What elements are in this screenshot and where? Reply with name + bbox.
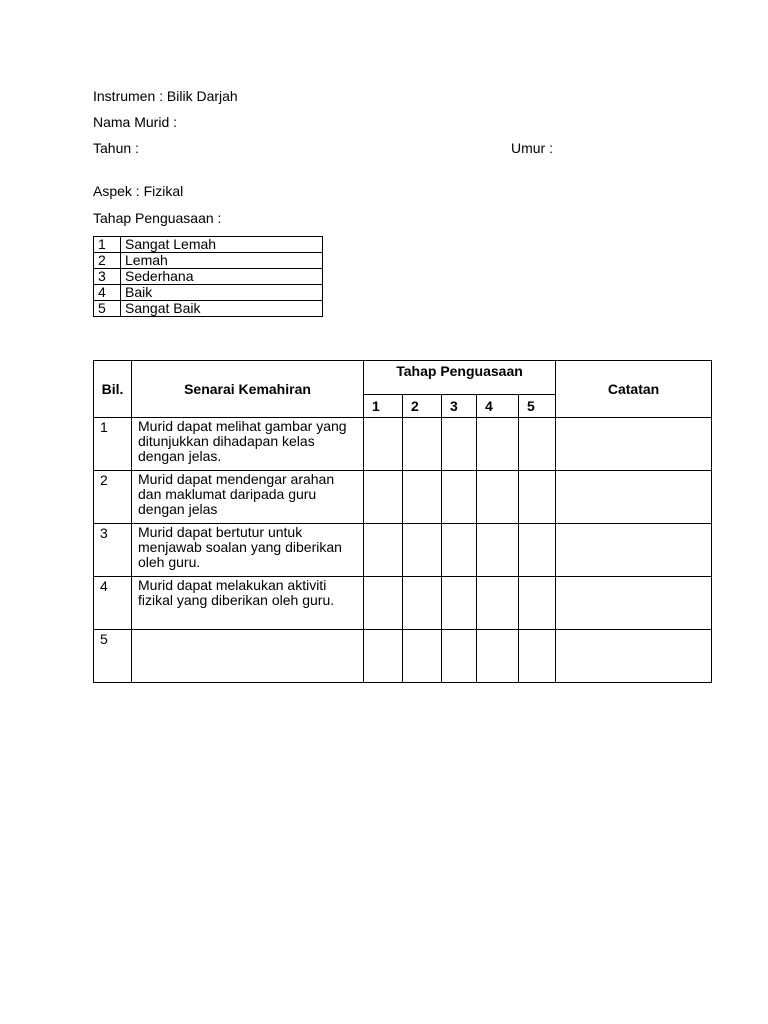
header-bil: Bil. bbox=[94, 361, 132, 418]
scale-number: 5 bbox=[94, 301, 121, 317]
aspect-label: Aspek : Fizikal bbox=[93, 183, 184, 199]
scale-label: Sangat Baik bbox=[121, 301, 323, 317]
skill-description[interactable] bbox=[132, 630, 364, 683]
level-2-cell[interactable] bbox=[403, 524, 442, 577]
scale-row bbox=[94, 301, 323, 317]
level-1-cell[interactable] bbox=[364, 630, 403, 683]
scale-number: 1 bbox=[94, 237, 121, 253]
level-5-cell[interactable] bbox=[519, 577, 556, 630]
level-5-cell[interactable] bbox=[519, 418, 556, 471]
level-1-cell[interactable] bbox=[364, 524, 403, 577]
row-number: 5 bbox=[94, 630, 132, 683]
scale-row bbox=[94, 269, 323, 285]
level-4-cell[interactable] bbox=[477, 418, 519, 471]
header-level-4: 4 bbox=[477, 395, 519, 418]
header-level-3: 3 bbox=[442, 395, 477, 418]
age-label: Umur : bbox=[511, 140, 553, 156]
level-4-cell[interactable] bbox=[477, 630, 519, 683]
table-row bbox=[94, 577, 712, 630]
skill-description: Murid dapat melihat gambar yang ditunjukkan dihadapan kelas dengan jelas. bbox=[132, 418, 364, 471]
level-3-cell[interactable] bbox=[442, 577, 477, 630]
student-name-label: Nama Murid : bbox=[93, 114, 178, 130]
notes-cell[interactable] bbox=[556, 418, 712, 471]
scale-row bbox=[94, 285, 323, 301]
row-number: 4 bbox=[94, 577, 132, 630]
row-number: 1 bbox=[94, 418, 132, 471]
scale-label: Baik bbox=[121, 285, 323, 301]
level-3-cell[interactable] bbox=[442, 524, 477, 577]
year-label: Tahun : bbox=[93, 140, 139, 156]
skill-description: Murid dapat mendengar arahan dan maklumat daripada guru dengan jelas bbox=[132, 471, 364, 524]
header-mastery-level: Tahap Penguasaan bbox=[364, 361, 556, 395]
level-3-cell[interactable] bbox=[442, 471, 477, 524]
scale-label: Lemah bbox=[121, 253, 323, 269]
level-3-cell[interactable] bbox=[442, 418, 477, 471]
table-row bbox=[94, 471, 712, 524]
scale-label: Sederhana bbox=[121, 269, 323, 285]
level-2-cell[interactable] bbox=[403, 577, 442, 630]
notes-cell[interactable] bbox=[556, 630, 712, 683]
level-1-cell[interactable] bbox=[364, 471, 403, 524]
level-5-cell[interactable] bbox=[519, 471, 556, 524]
header-skill-list: Senarai Kemahiran bbox=[132, 361, 364, 418]
scale-number: 4 bbox=[94, 285, 121, 301]
header-level-2: 2 bbox=[403, 395, 442, 418]
skill-description: Murid dapat melakukan aktiviti fizikal yang diberikan oleh guru. bbox=[132, 577, 364, 630]
scale-row bbox=[94, 253, 323, 269]
level-4-cell[interactable] bbox=[477, 524, 519, 577]
level-4-cell[interactable] bbox=[477, 577, 519, 630]
level-2-cell[interactable] bbox=[403, 630, 442, 683]
level-1-cell[interactable] bbox=[364, 418, 403, 471]
level-1-cell[interactable] bbox=[364, 577, 403, 630]
notes-cell[interactable] bbox=[556, 471, 712, 524]
level-4-cell[interactable] bbox=[477, 471, 519, 524]
table-row bbox=[94, 630, 712, 683]
header-notes: Catatan bbox=[556, 361, 712, 418]
level-2-cell[interactable] bbox=[403, 418, 442, 471]
level-3-cell[interactable] bbox=[442, 630, 477, 683]
notes-cell[interactable] bbox=[556, 577, 712, 630]
level-5-cell[interactable] bbox=[519, 630, 556, 683]
header-level-5: 5 bbox=[519, 395, 556, 418]
header-level-1: 1 bbox=[364, 395, 403, 418]
scale-label: Sangat Lemah bbox=[121, 237, 323, 253]
level-2-cell[interactable] bbox=[403, 471, 442, 524]
row-number: 3 bbox=[94, 524, 132, 577]
scale-number: 3 bbox=[94, 269, 121, 285]
notes-cell[interactable] bbox=[556, 524, 712, 577]
skill-description: Murid dapat bertutur untuk menjawab soalan yang diberikan oleh guru. bbox=[132, 524, 364, 577]
table-row bbox=[94, 418, 712, 471]
scale-row bbox=[94, 237, 323, 253]
scale-number: 2 bbox=[94, 253, 121, 269]
skills-assessment-table bbox=[93, 360, 712, 683]
instrument-label: Instrumen : Bilik Darjah bbox=[93, 88, 238, 104]
table-row bbox=[94, 524, 712, 577]
mastery-scale-table bbox=[93, 236, 323, 317]
mastery-level-label: Tahap Penguasaan : bbox=[93, 210, 222, 226]
level-5-cell[interactable] bbox=[519, 524, 556, 577]
row-number: 2 bbox=[94, 471, 132, 524]
